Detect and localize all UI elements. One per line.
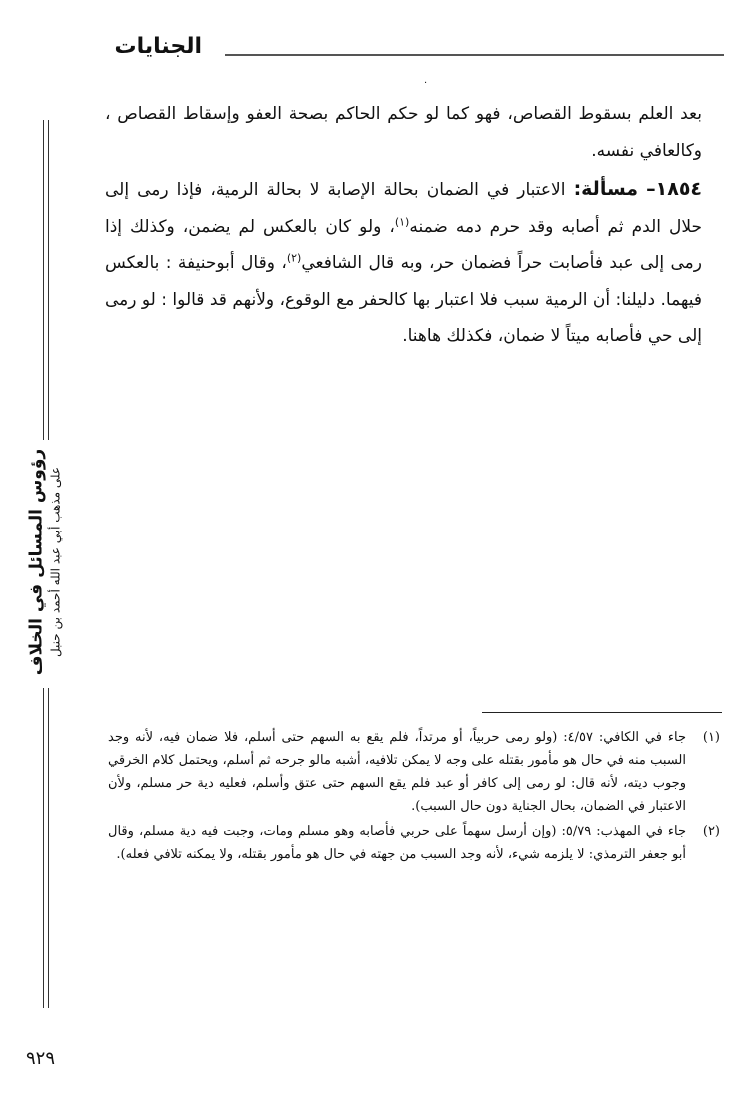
footnote-2 [108,820,720,866]
footnote-number: (٢) [702,824,720,839]
side-double-rule-bottom [43,688,49,1008]
footnote-ref-2: (٢) [286,251,302,265]
page-number: ٩٢٩ [26,1048,56,1069]
footnote-number: (١) [702,730,720,745]
footnotes [108,726,720,868]
issue-text-part-b: ، ولو كان بالعكس لم يضمن، وكذلك إذا رمى إلى عبد فأصابت حراً فضمان حر، وبه قال الشافعي [105,216,702,273]
main-text [105,96,702,355]
issue-number: ١٨٥٤– [646,178,703,200]
footnote-separator [482,712,722,713]
footnote-text: جاء في المهذب: ٥/٧٩: (وإن أرسل سهماً على حربي فأصابه وهو مسلم ومات، وجبت فيه دية مسلم، وقال أبو جعفر الترمذي: لا يلزمه شيء، لأنه وجد السبب من جهته في حال هو مأمور بقتله، ولا يمكنه تلافي فعله). [108,824,686,862]
side-book-subtitle: على مذهب أبي عبد الله أحمد بن حنبل [48,466,63,658]
header-dot-mark: · [424,78,428,89]
header-divider [225,54,724,57]
issue-text-part-c: ، وقال أبوحنيفة : بالعكس فيهما. دليلنا: أن الرمية سبب فلا اعتبار بها كالحفر مع الوقوع، ولأنهم قد قالوا : لو رمى إلى حي فأصابه ميتاً لا ضمان، فكذلك هاهنا. [105,253,702,346]
footnote-1 [108,726,720,818]
side-book-title: رؤوس المسائل في الخلاف [26,448,47,676]
issue-text-part-a: الاعتبار في الضمان بحالة الإصابة لا بحالة الرمية، فإذا رمى إلى حلال الدم ثم أصابه وقد حرم دمه ضمنه [105,180,702,237]
page-header-title: الجنايات [114,34,202,59]
issue-paragraph [105,171,702,355]
paragraph-continuation: بعد العلم بسقوط القصاص، فهو كما لو حكم الحاكم بصحة العفو وإسقاط القصاص ، وكالعافي نفسه. [105,104,702,161]
footnote-text: جاء في الكافي: ٤/٥٧: (ولو رمى حربياً، أو مرتداً، فلم يقع به السهم حتى أسلم، فلا ضمان فيه، لأنه وجد السبب منه في حال هو مأمور بقتله على وجه لا يمكن تلافيه، أشبه مالو جرحه ثم أسلم، ويحتمل كلام الخرقي وجوب ديته، لأنه قال: لو رمى إلى كافر أو عبد فلم يقع السهم حتى عتق وأسلم، فعليه دية حر مسلم، ولأن الاعتبار في الضمان، بحال الجناية دون حال السبب). [108,730,686,814]
footnote-ref-1: (١) [394,214,410,228]
side-book-caption [27,437,64,687]
issue-label: مسألة: [573,178,639,200]
side-double-rule-top [43,120,49,440]
